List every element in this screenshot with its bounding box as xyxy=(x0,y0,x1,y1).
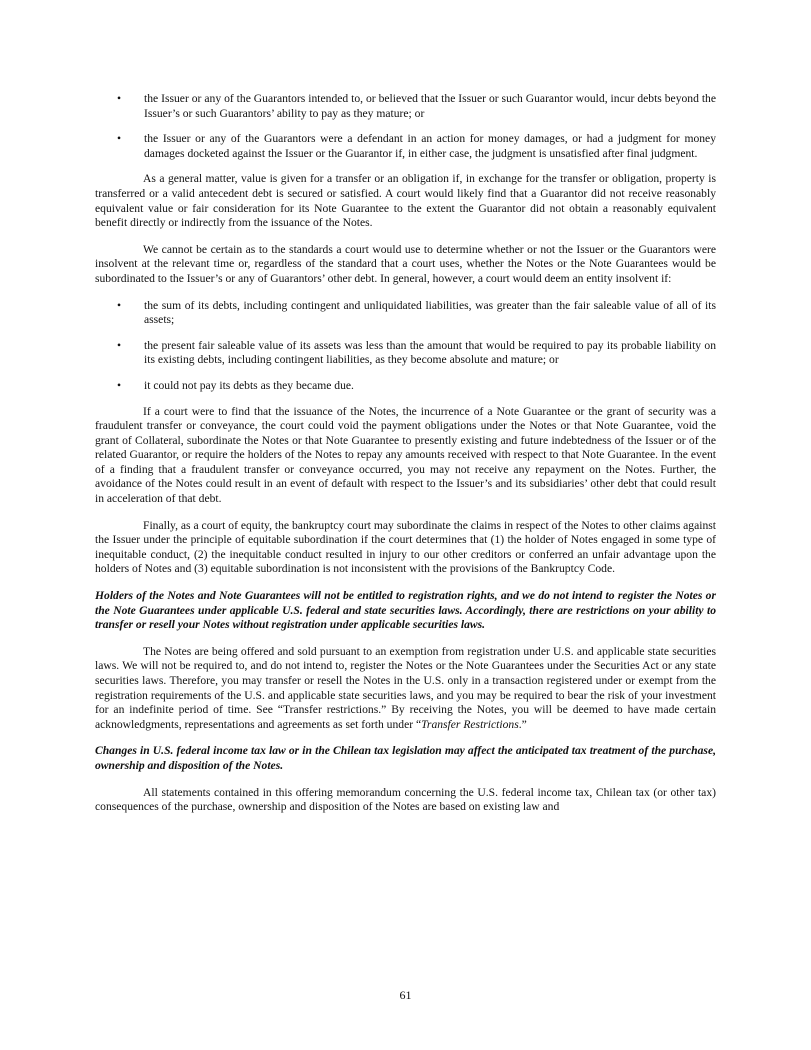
paragraph-insolvency-standards: We cannot be certain as to the standards a court would use to determine whether or not the Issuer or the Guarantors were insolvent at the relevant time or, regardless of the standard that a court uses, whether the Notes or the Note Guarantees would be subordinated to the Issuer’s or any of Guarantors’ other debt. In general, however, a court would deem an entity insolvent if: xyxy=(95,242,716,285)
page-number: 61 xyxy=(399,988,412,1002)
paragraph-tax: All statements contained in this offering memorandum concerning the U.S. federal income tax, Chilean tax (or other tax) consequences of the purchase, ownership and disposition of the Notes are based on existing law and xyxy=(95,785,716,814)
document-page xyxy=(95,92,716,815)
list-item xyxy=(95,132,716,161)
transfer-restrictions-term: Transfer Restrictions xyxy=(421,717,519,731)
paragraph-equitable-subordination: Finally, as a court of equity, the bankruptcy court may subordinate the claims in respect of the Notes to other claims against the Issuer under the principle of equitable subordination if the court determines that (1) the holder of Notes engaged in some type of inequitable conduct, (2) the inequitable conduct resulted in injury to our other creditors or conferred an unfair advantage upon the holders of Notes and (3) equitable subordination is not inconsistent with the provisions of the Bankruptcy Code. xyxy=(95,518,716,576)
list-item xyxy=(95,339,716,368)
bullet-text: the Issuer or any of the Guarantors intended to, or believed that the Issuer or such Guarantor would, incur debts beyond the Issuer’s or such Guarantors’ ability to pay as they mature; or xyxy=(144,92,716,120)
section-heading-registration: Holders of the Notes and Note Guarantees will not be entitled to registration rights, and we do not intend to register the Notes or the Note Guarantees under applicable U.S. federal and state securities laws. Accordingly, there are restrictions on your ability to transfer or resell your Notes without registration under applicable securities laws. xyxy=(95,589,716,632)
section-heading-tax: Changes in U.S. federal income tax law or in the Chilean tax legislation may affect the anticipated tax treatment of the purchase, ownership and disposition of the Notes. xyxy=(95,744,716,772)
bullet-text: the Issuer or any of the Guarantors were a defendant in an action for money damages, or had a judgment for money damages docketed against the Issuer or the Guarantor if, in either case, the judgment is unsatisfied after final judgment. xyxy=(144,132,716,160)
bullet-text: the sum of its debts, including contingent and unliquidated liabilities, was greater than the fair saleable value of all of its assets; xyxy=(144,298,716,327)
list-item xyxy=(95,379,716,394)
bullet-marker: • xyxy=(117,92,122,105)
list-item xyxy=(95,92,716,121)
paragraph-registration-main: The Notes are being offered and sold pursuant to an exemption from registration under U.S. and applicable state securities laws. We will not be required to, and do not intend to, register the Notes or the Note Guarantees under the Securities Act or any state securities laws. Therefore, you may transfer or resell the Notes in the U.S. only in a transaction registered under or exempt from the registration requirements of the U.S. and applicable state securities laws, and you may be required to bear the risk of your investment for an indefinite period of time. See “Transfer restrictions.” By receiving the Notes, you will be deemed to have made certain acknowledgments, representations and agreements as set forth under “ xyxy=(95,644,716,731)
paragraph-fraudulent-transfer: If a court were to find that the issuance of the Notes, the incurrence of a Note Guarantee or the grant of security was a fraudulent transfer or conveyance, the court could void the payment obligations under the Notes or that Note Guarantee, void the grant of Collateral, subordinate the Notes or that Note Guarantee to presently existing and future indebtedness of the Issuer or of the related Guarantor, or require the holders of the Notes to repay any amounts received with respect to that Note Guarantee. In the event of a finding that a fraudulent transfer or conveyance occurred, you may not receive any repayment on the Notes. Further, the avoidance of the Notes could result in an event of default with respect to the Issuer’s and its subsidiaries’ other debt that could result in acceleration of that debt. xyxy=(95,404,716,506)
paragraph-general-matter: As a general matter, value is given for a transfer or an obligation if, in exchange for the transfer or obligation, property is transferred or a valid antecedent debt is secured or satisfied. A court would likely find that a Guarantor did not receive reasonably equivalent value or fair consideration for its Note Guarantee to the extent the Guarantor did not obtain a reasonably equivalent benefit directly or indirectly from the issuance of the Notes. xyxy=(95,172,716,230)
bullet-marker: • xyxy=(117,378,122,392)
bullet-text: the present fair saleable value of its assets was less than the amount that would be required to pay its probable liability on its existing debts, including contingent liabilities, as they become absolute and mature; or xyxy=(144,338,716,367)
list-item xyxy=(95,299,716,328)
paragraph-registration xyxy=(95,645,716,733)
bullet-marker: • xyxy=(117,298,122,312)
bullet-marker: • xyxy=(117,338,122,352)
bullet-marker: • xyxy=(117,132,122,146)
paragraph-registration-end: .” xyxy=(518,717,527,731)
bullet-text: it could not pay its debts as they became due. xyxy=(144,378,354,392)
